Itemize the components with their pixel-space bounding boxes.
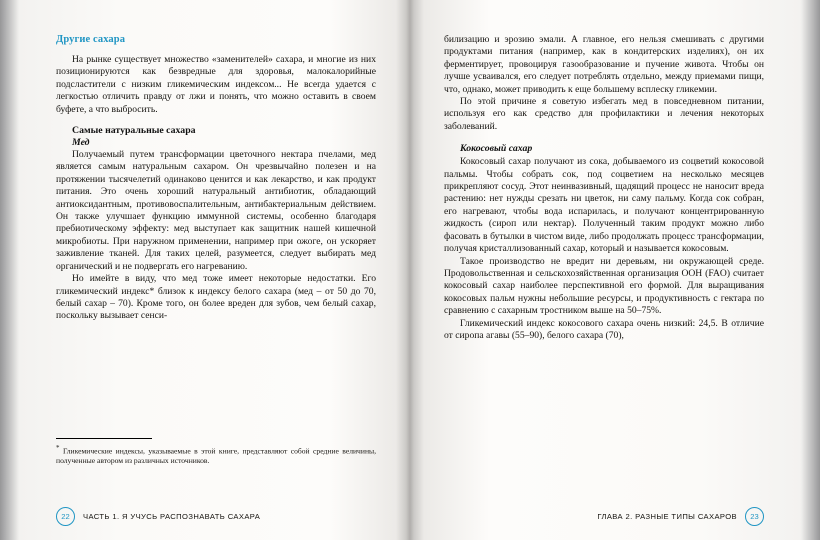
left-text-column [56,34,376,510]
paragraph: Получаемый путем трансформации цветочного нектара пчелами, мед является самым натуральным сахаром. Он чрезвычайно полезен и на протяжении тысячелетий одинаково ценится и как лекарство, и как продукт питания. Это очень хороший натуральный антибиотик, обладающий антиоксидантным, противовоспалительным, антибактериальным действием. Он также улучшает функцию иммунной системы, особенно благодаря пребиотическому эффекту: мед выступает как защитник нашей кишечной микробиоты. При наружном применении, например при ожоге, он ускоряет заживление тканей. Для таких целей, разумеется, следует выбирать мед органический и не подвергать его нагреванию. [56,149,376,272]
right-page [410,0,820,540]
footnote-marker: * [56,444,60,453]
page-number: 23 [745,507,764,526]
footnote-body: Гликемические индексы, указываемые в этой книге, представляют собой средние величины, полученные автором из различных источников. [56,446,377,466]
paragraph: билизацию и эрозию эмали. А главное, его нельзя смешивать с другими продуктами питания (например, как в кондитерских изделиях), он их ферментирует, провоцируя газообразование и пучение живота. Чтобы он лучше усваивался, его следует потреблять отдельно, между приемами пищи, что, однако, может приводить к еще большему всплеску гликемии. [444,34,764,95]
page-number: 22 [56,507,75,526]
running-head: ГЛАВА 2. РАЗНЫЕ ТИПЫ САХАРОВ [597,512,737,521]
paragraph: По этой причине я советую избегать мед в повседневном питании, используя его как средство для профилактики и лечения некоторых заболеваний. [444,96,764,132]
section-title: Другие сахара [56,34,126,45]
paragraph: Гликемический индекс кокосового сахара очень низкий: 24,5. В отличие от сиропа агавы (55–90), белого сахара (70), [444,317,764,341]
left-page-footer [56,507,376,526]
footnote-text [56,444,376,466]
footnote-block [56,438,376,466]
running-head: ЧАСТЬ 1. Я УЧУСЬ РАСПОЗНАВАТЬ САХАРА [83,512,261,521]
right-text-column [444,34,764,510]
footnote-divider [56,438,152,439]
paragraph: Кокосовый сахар получают из сока, добываемого из соцветий кокосовой пальмы. Чтобы собрать сок, под соцветием на несколько месяцев прикрепляют сосуд. Этот неинвазивный, щадящий процесс не наносит вреда растению: нет нужды срезать ни цветок, ни саму пальму. Когда сок собран, его нагревают, чтобы вода испарилась, и получают концентрированную жидкость (сироп или нектар). Полученный таким продукт можно либо фасовать в бутылки в чистом виде, либо продолжать процесс трансформации, получая кристаллизованный сахар, который и называется кокосовым. [444,156,764,255]
paragraph: Такое производство не вредит ни деревьям, ни окружающей среде. Продовольственная и сельскохозяйственная организация ООН (FAO) считает кокосовый сахар наиболее перспективной его формой. Для выращивания кокосовых пальм нужны небольшие ресурсы, и продуктивность с гектара по сравнению с сахарным тростником выше на 50–75%. [444,255,764,317]
subsection-heading-coconut: Кокосовый сахар [460,143,533,155]
right-page-footer [444,507,764,526]
subsection-heading-honey: Мед [72,137,90,149]
subsection-heading: Самые натуральные сахара [72,125,196,137]
paragraph: Но имейте в виду, что мед тоже имеет некоторые недостатки. Его гликемический индекс* близок к индексу белого сахара (мед – от 50 до 70, белый сахар – 70). Кроме того, он более вреден для зубов, чем белый сахар, поскольку вызывает сенси- [56,273,376,322]
paragraph: На рынке существует множество «заменителей» сахара, и многие из них позиционируются как безвредные для здоровья, малокалорийные подсластители с низким гликемическим индексом... Не всегда удается с легкостью отличить правду от лжи и понять, что можно оставить в своем буфете, а что выбросить. [56,54,376,115]
